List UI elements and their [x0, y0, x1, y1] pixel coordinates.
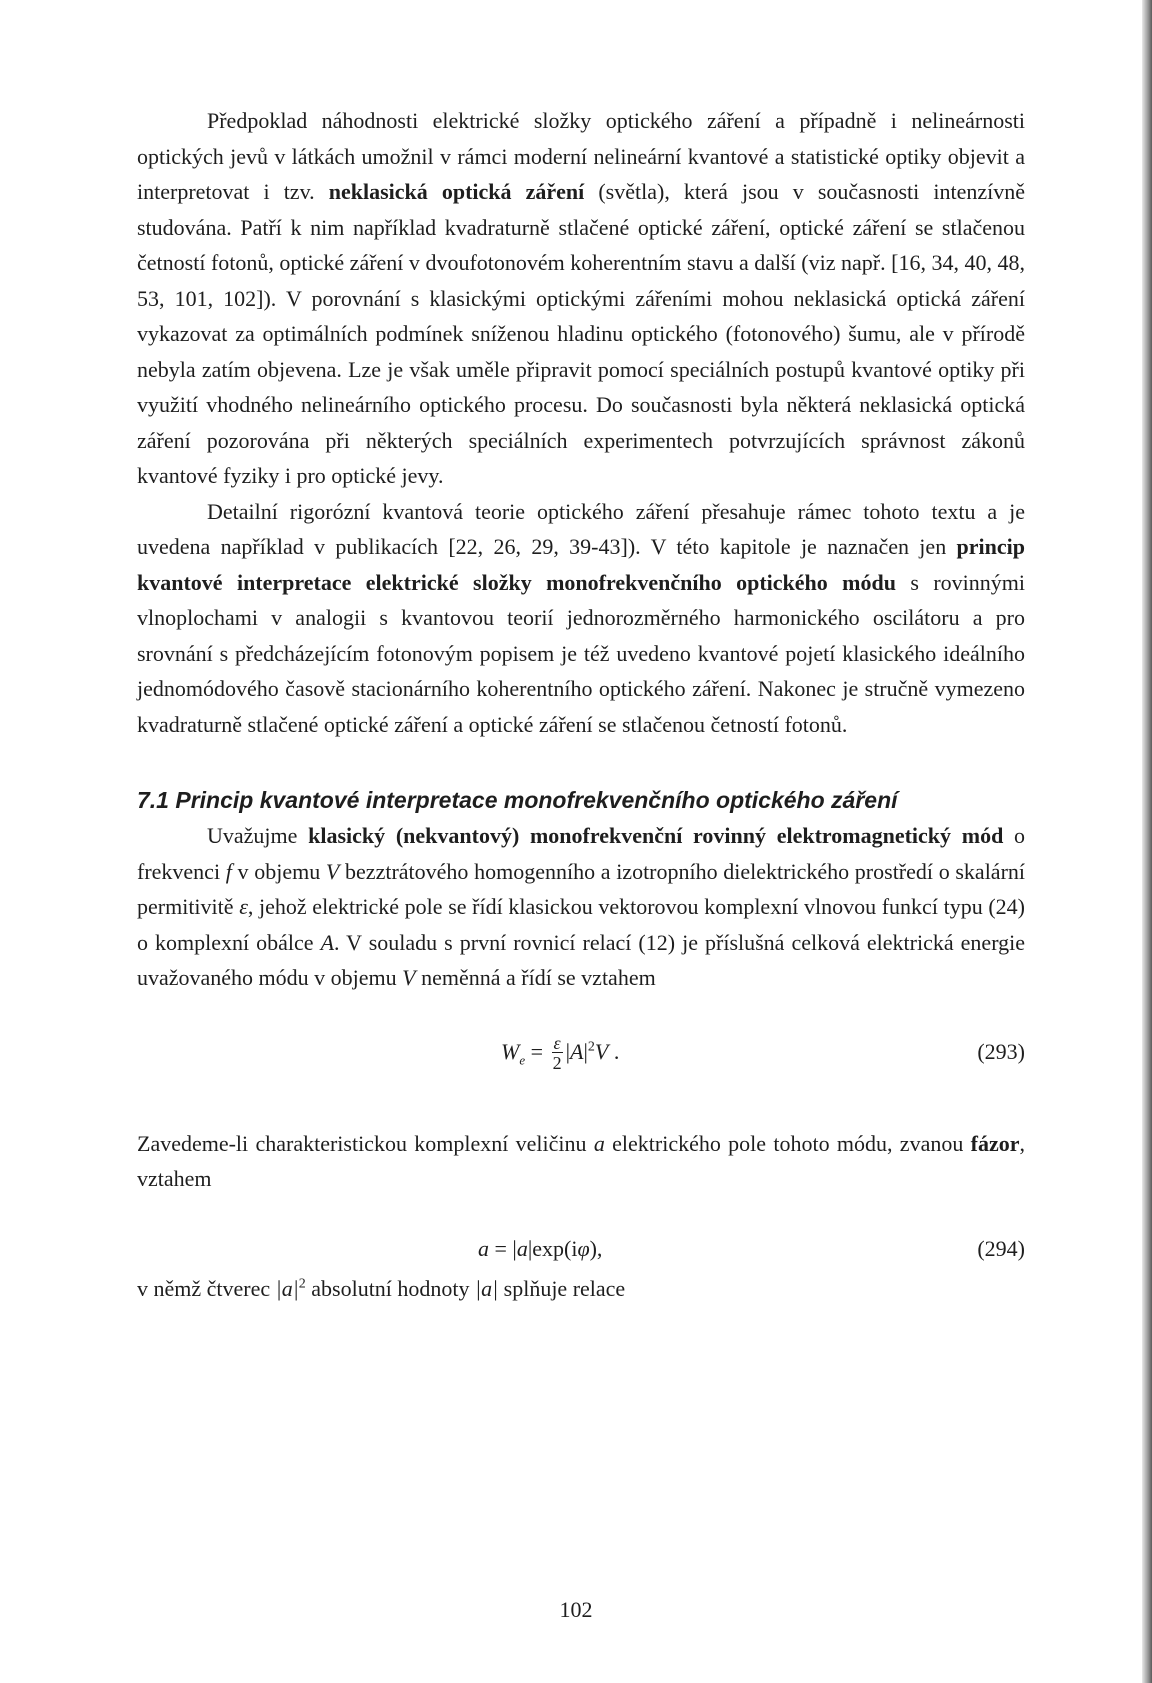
- eq293-denominator: 2: [552, 1053, 562, 1074]
- paragraph-3-text-a: Uvažujme: [207, 823, 309, 848]
- eq293-period: .: [608, 1038, 620, 1064]
- symbol-envelope: A: [320, 929, 335, 955]
- paragraph-5-text-b: absolutní hodnoty: [305, 1275, 476, 1301]
- paragraph-3-text-c: o frekvenci: [137, 823, 1026, 884]
- eq293-subscript: e: [519, 1051, 526, 1067]
- paragraph-2-text-a: Detailní rigorózní kvantová teorie optického záření přesahuje rámec tohoto textu a je uvedena například v publikacích [22, 26, 29, 39-43]). V této kapitole je naznačen jen: [137, 498, 1025, 559]
- eq293-abs-left: |: [565, 1038, 571, 1064]
- paragraph-5-text-c: splňuje relace: [498, 1275, 626, 1301]
- inline-abs: |a|: [475, 1275, 499, 1301]
- paragraph-4-text-b: elektrického pole tohoto módu, zvanou: [604, 1130, 971, 1156]
- section-heading: 7.1 Princip kvantové interpretace monofrekvenčního optického záření: [137, 787, 898, 813]
- inline-abs-squared: |a|: [275, 1275, 299, 1301]
- paragraph-4-text-c: , vztahem: [137, 1130, 1025, 1191]
- eq294-equals: =: [489, 1235, 513, 1261]
- eq293-a: A: [570, 1038, 584, 1064]
- paragraph-2-text-c: s rovinnými vlnoplochami v analogii s kvantovou teorií jednorozměrného harmonického oscilátoru a pro srovnání s předcházejícím fotonovým popisem je též uvedeno kvantové pojetí klasického ideálního jednomódového časově stacionárního koherentního optického záření. Nakonec je stručně vymezeno kvadraturně stlačené optické záření a optické záření se stlačenou četností fotonů.: [137, 569, 1025, 737]
- paragraph-3-text-g: , jehož elektrické pole se řídí klasickou vektorovou komplexní vlnovou funkcí typu (24) o komplexní obálce: [137, 894, 1025, 955]
- paragraph-1-text-a: Předpoklad náhodnosti elektrické složky optického záření a případně i nelineárnosti optických jevů v látkách umožnil v rámci moderní nelineární kvantové a statistické optiky objevit a interpretovat i tzv.: [137, 108, 1025, 204]
- paragraph-3-text-d: v objemu: [231, 858, 326, 884]
- symbol-volume-2: V: [402, 965, 416, 990]
- paragraph-1: [137, 103, 1025, 494]
- symbol-frequency: f: [225, 858, 232, 884]
- equation-294: [137, 1225, 1025, 1283]
- symbol-permittivity: ε: [239, 894, 248, 919]
- paragraph-3: [137, 818, 1025, 996]
- paragraph-4-bold-term: fázor: [970, 1130, 1020, 1156]
- eq294-abs-right: |: [527, 1235, 533, 1261]
- paragraph-2-bold-term: princip kvantové interpretace elektrické složky monofrekvenčního optického módu: [137, 534, 1025, 595]
- paragraph-5-text-a: v němž čtverec: [137, 1275, 276, 1301]
- paragraph-3-text-i: neměnná a řídí se vztahem: [415, 965, 656, 990]
- page-body: [137, 103, 1025, 1306]
- eq294-close: ),: [589, 1235, 603, 1261]
- equation-293: [137, 1018, 1025, 1092]
- eq294-a: a: [478, 1235, 489, 1261]
- eq293-numerator: ε: [553, 1033, 561, 1054]
- equation-294-number: (294): [977, 1235, 1025, 1261]
- symbol-volume: V: [325, 858, 340, 884]
- page-number: 102: [559, 1597, 593, 1622]
- eq294-abs-left: |: [512, 1235, 517, 1261]
- paragraph-3-text-h: . V souladu s první rovnicí relací (12) je příslušná celková elektrická energie uvažovaného módu v objemu: [137, 929, 1025, 990]
- equation-294-formula: [478, 1231, 602, 1267]
- eq293-equals: =: [525, 1038, 549, 1064]
- paragraph-4: [137, 1126, 1025, 1197]
- symbol-phasor: a: [593, 1130, 605, 1156]
- paragraph-3-bold-term: klasický (nekvantový) monofrekvenční rovinný elektromagnetický mód: [308, 823, 1004, 848]
- eq293-v: V: [594, 1038, 609, 1064]
- page-edge-shadow: [1142, 0, 1152, 1683]
- paragraph-1-bold-term: neklasická optická záření: [328, 179, 585, 204]
- equation-293-number: (293): [977, 1038, 1025, 1064]
- eq293-power: 2: [587, 1039, 595, 1055]
- inline-power: 2: [298, 1276, 306, 1292]
- eq293-w: W: [501, 1038, 520, 1064]
- equation-293-formula: [501, 1034, 619, 1073]
- paragraph-2: [137, 494, 1025, 743]
- paragraph-4-text-a: Zavedeme-li charakteristickou komplexní veličinu: [137, 1130, 594, 1156]
- eq293-abs-right: |: [583, 1038, 588, 1064]
- eq294-phi: φ: [577, 1235, 590, 1261]
- eq294-exp: exp(i: [532, 1235, 578, 1261]
- eq294-a-abs: a: [516, 1235, 528, 1261]
- eq293-fraction: [552, 1034, 563, 1072]
- paragraph-3-text-e: bezztrátového homogenního a izotropního dielektrického prostředí o skalární permitivitě: [137, 858, 1026, 919]
- paragraph-1-text-c: (světla), která jsou v současnosti intenzívně studována. Patří k nim například kvadraturně stlačené optické záření, optické záření se stlačenou četností fotonů, optické záření v dvoufotonovém koherentním stavu a další (viz např. [16, 34, 40, 48, 53, 101, 102]). V porovnání s klasickými optickými zářeními mohou neklasická optická záření vykazovat za optimálních podmínek sníženou hladinu optického (fotonového) šumu, ale v přírodě nebyla zatím objevena. Lze je však uměle připravit pomocí speciálních postupů kvantové optiky při využití vhodného nelineárního optického procesu. Do současnosti byla některá neklasická optická záření pozorována při některých speciálních experimentech potvrzujících správnost zákonů kvantové fyziky i pro optické jevy.: [137, 179, 1025, 488]
